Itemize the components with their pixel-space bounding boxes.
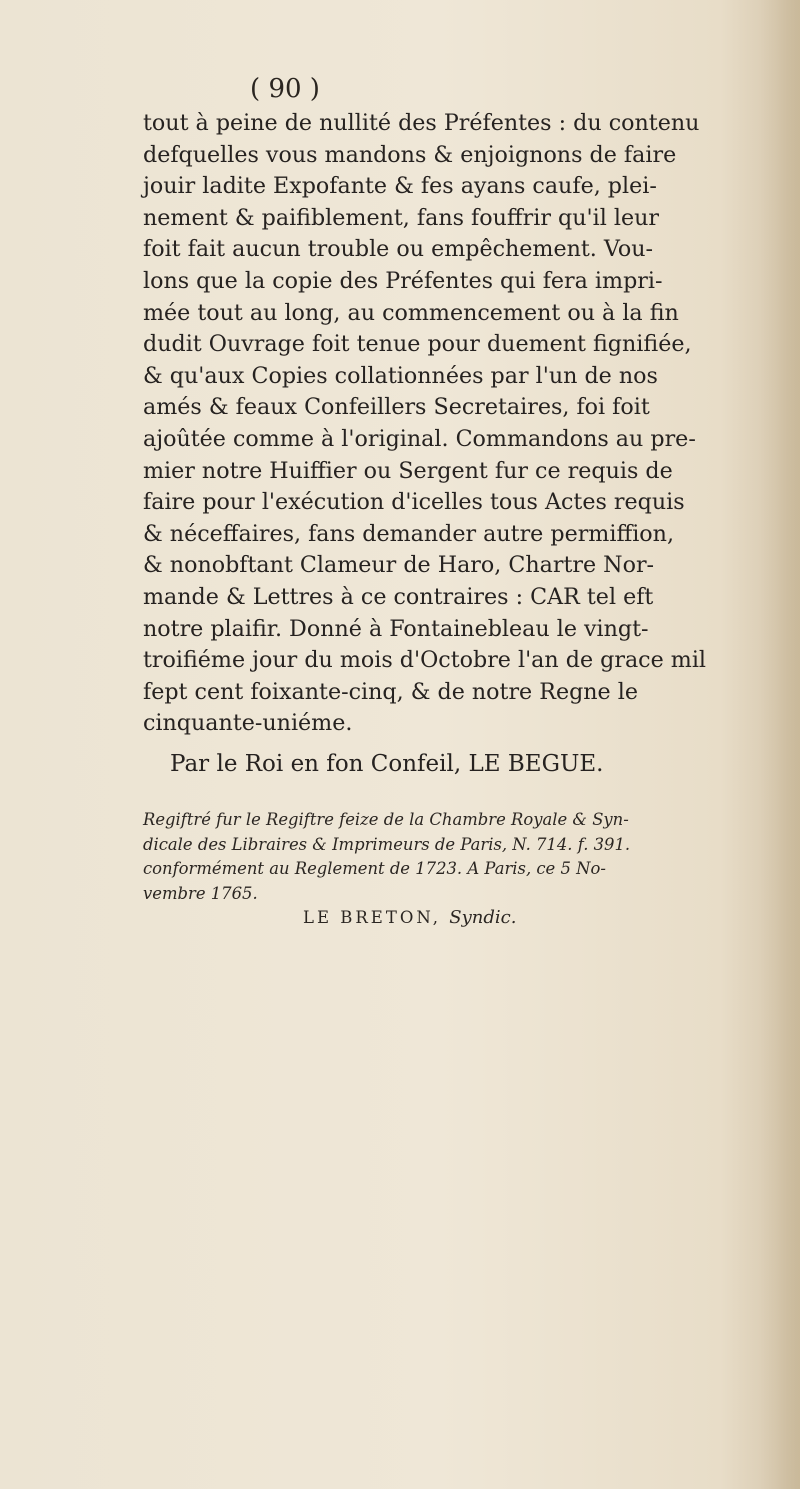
text-line: faire pour l'exécution d'icelles tous Actes requis (143, 489, 685, 516)
text-line: nement & paifiblement, fans fouffrir qu'il leur (143, 204, 660, 231)
text-line: lons que la copie des Préfentes qui fera impri- (143, 267, 663, 294)
royal-signature: Par le Roi en fon Confeil, LE BEGUE. (170, 751, 604, 777)
text-line: mier notre Huiffier ou Sergent fur ce requis de (143, 457, 673, 484)
page-number: ( 90 ) (250, 74, 320, 104)
text-line: & qu'aux Copies collationnées par l'un de nos (143, 362, 658, 389)
registration-line: conformément au Reglement de 1723. A Paris, ce 5 No- (143, 859, 606, 878)
text-line: defquelles vous mandons & enjoignons de faire (143, 141, 677, 168)
text-line: mande & Lettres à ce contraires : CAR tel eft (143, 583, 654, 610)
syndic-title: Syndic. (449, 907, 517, 928)
text-line: cinquante-uniéme. (143, 710, 353, 737)
decree-text (143, 108, 777, 740)
registration-note (143, 808, 783, 931)
text-line: ajoûtée comme à l'original. Commandons au pre- (143, 425, 696, 452)
text-line: jouir ladite Expofante & fes ayans caufe, plei- (143, 173, 657, 200)
syndic-signature (143, 906, 783, 931)
text-line: foit fait aucun trouble ou empêchement. Vou- (143, 236, 654, 263)
text-line: amés & feaux Confeillers Secretaires, foi foit (143, 394, 650, 421)
text-line: troifiéme jour du mois d'Octobre l'an de grace mil (143, 647, 707, 674)
text-line: notre plaifir. Donné à Fontainebleau le vingt- (143, 615, 649, 642)
registration-line: Regiftré fur le Regiftre feize de la Chambre Royale & Syn- (143, 810, 629, 829)
text-line: fept cent foixante-cinq, & de notre Regne le (143, 678, 638, 705)
text-line: & nonobftant Clameur de Haro, Chartre Nor- (143, 552, 655, 579)
text-line: mée tout au long, au commencement ou à la fin (143, 299, 679, 326)
registration-line: dicale des Libraires & Imprimeurs de Paris, N. 714. f. 391. (143, 834, 631, 854)
registration-line: vembre 1765. (143, 883, 258, 903)
text-line: dudit Ouvrage foit tenue pour duement fignifiée, (143, 331, 692, 358)
text-line: tout à peine de nullité des Préfentes : du contenu (143, 110, 700, 136)
syndic-name: LE BRETON, (303, 908, 441, 927)
text-line: & néceffaires, fans demander autre permiffion, (143, 520, 675, 547)
